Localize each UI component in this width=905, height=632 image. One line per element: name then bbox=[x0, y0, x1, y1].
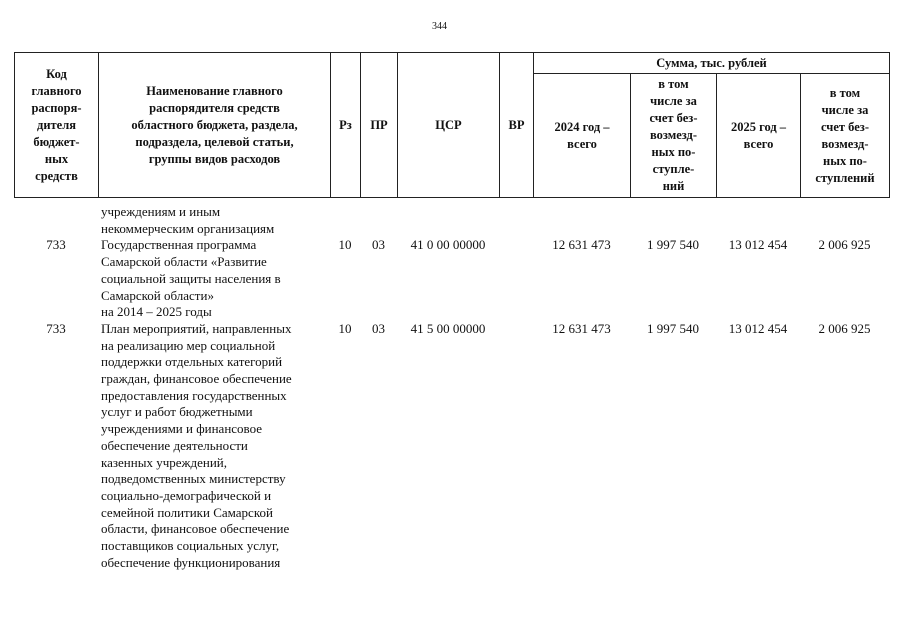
row-2025-free: 2 006 925 bbox=[818, 320, 871, 336]
table-header bbox=[14, 52, 890, 198]
row-name: Государственная программа Самарской области «Развитие социальной защиты населения в Самарской области» на 2014 – 2025 годы bbox=[101, 237, 281, 320]
row-rz: 10 bbox=[338, 320, 352, 336]
row-name: План мероприятий, направленных на реализацию мер социальной поддержки отдельных категорий граждан, финансовое обеспечение предоставления государственных услуг и работ бюджетными учреждениями и финансовое обеспечение деятельности казенных учреждений, подведомственных министерству социально-демографической и семейной политики Самарской области, финансовое обеспечение поставщиков социальных услуг, обеспечение функционирования bbox=[101, 320, 292, 570]
header-sum: Сумма, тыс. рублей bbox=[534, 53, 890, 74]
row-2025-free: 2 006 925 bbox=[818, 237, 871, 253]
row-2025-total: 13 012 454 bbox=[728, 237, 788, 253]
row-pr: 03 bbox=[372, 237, 385, 253]
header-2025-free: в том числе за счет без- возмезд- ных по- ступлений bbox=[801, 74, 890, 198]
header-rz: Рз bbox=[331, 53, 361, 198]
row-2025-total: 13 012 454 bbox=[728, 320, 788, 336]
row-vr bbox=[499, 321, 533, 572]
header-pr: ПР bbox=[361, 53, 398, 198]
row-2024-total: 12 631 473 bbox=[552, 320, 611, 336]
header-2024-free: в том числе за счет без- возмезд- ных по- ступле- ний bbox=[631, 74, 717, 198]
header-csr: ЦСР bbox=[398, 53, 500, 198]
header-2025-total: 2025 год – всего bbox=[717, 74, 801, 198]
continuation-text: учреждениям и иным некоммерческим организациям bbox=[101, 204, 275, 236]
header-name: Наименование главного распорядителя средств областного бюджета, раздела, подраздела, целевой статьи, группы видов расходов bbox=[99, 53, 331, 198]
row-code: 733 bbox=[46, 237, 66, 253]
table-row bbox=[14, 237, 889, 321]
continuation-row bbox=[14, 204, 889, 237]
row-csr: 41 5 00 00000 bbox=[410, 320, 486, 336]
header-vr: ВР bbox=[500, 53, 534, 198]
row-rz: 10 bbox=[338, 237, 352, 253]
row-2024-free: 1 997 540 bbox=[647, 320, 699, 336]
header-2024-total: 2024 год – всего bbox=[534, 74, 631, 198]
row-vr bbox=[499, 237, 533, 321]
header-code: Код главного распоря- дителя бюджет- ных средств bbox=[15, 53, 99, 198]
row-2024-total: 12 631 473 bbox=[552, 237, 611, 253]
row-pr: 03 bbox=[372, 320, 385, 336]
table-body bbox=[14, 204, 889, 571]
row-2024-free: 1 997 540 bbox=[647, 237, 699, 253]
row-csr: 41 0 00 00000 bbox=[410, 237, 486, 253]
page-number: 344 bbox=[432, 21, 447, 32]
table-row bbox=[14, 321, 889, 572]
row-code: 733 bbox=[46, 320, 66, 336]
